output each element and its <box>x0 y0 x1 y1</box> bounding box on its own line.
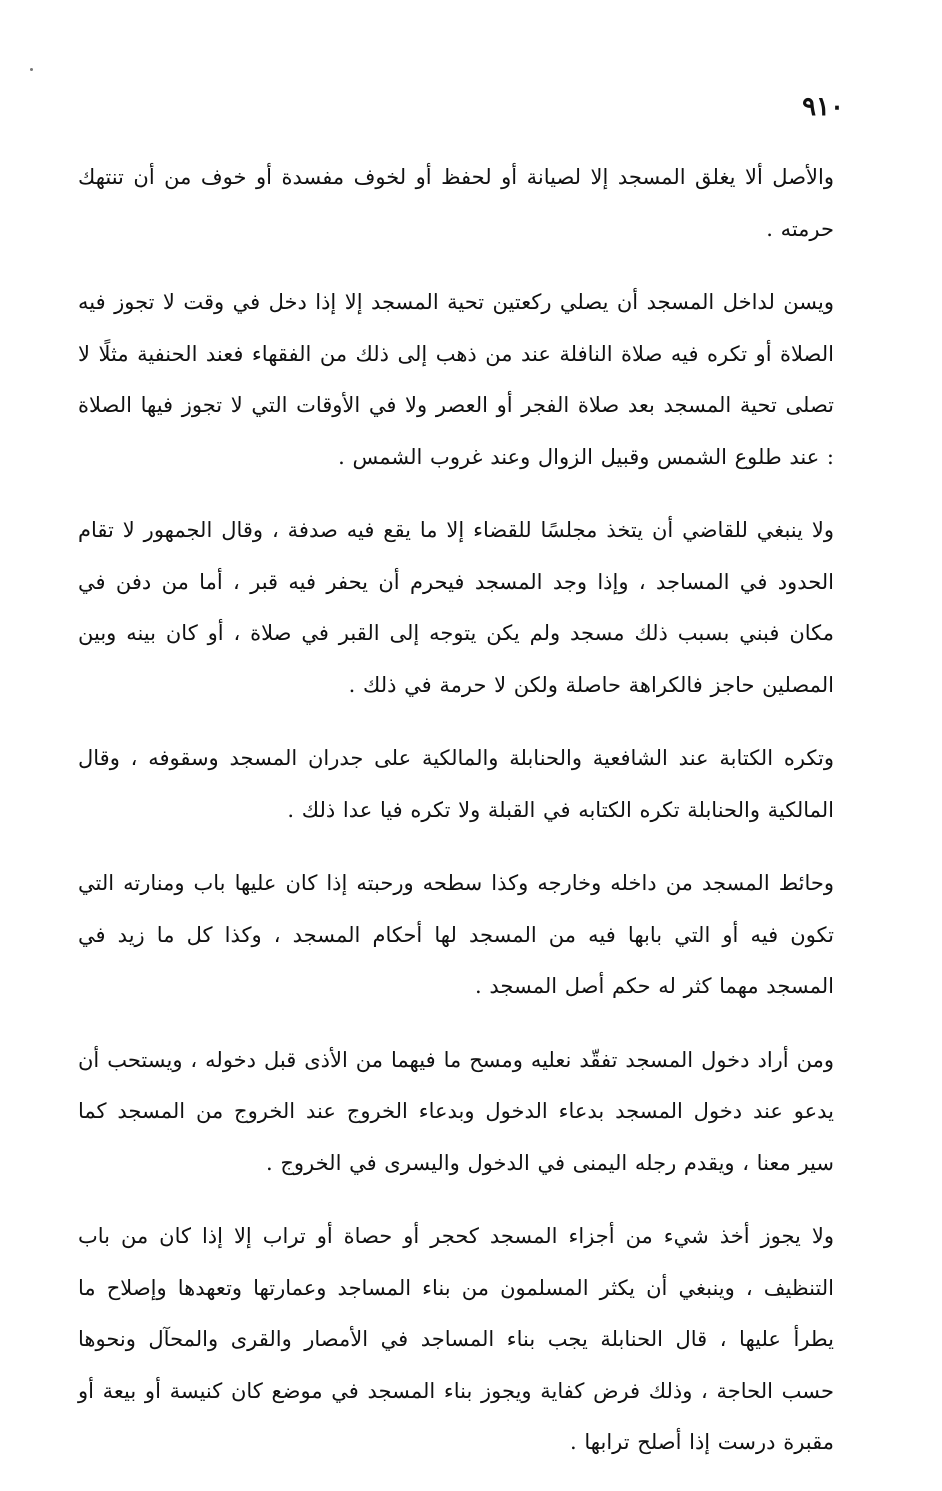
scan-speck <box>30 68 33 71</box>
paragraph-entering-mosque: ومن أراد دخول المسجد تفقّد نعليه ومسح ما فيهما من الأذى قبل دخوله ، ويستحب أن يدعو عند دخول المسجد بدعاء الدخول وبدعاء الخروج عند الخروج من المسجد كما سير معنا ، ويقدم رجله اليمنى في الدخول واليسرى في الخروج . <box>78 1047 834 1175</box>
paragraph-walls-and-roof: وحائط المسجد من داخله وخارجه وكذا سطحه ورحبته إذا كان عليها باب ومنارته التي تكون فيه أو التي بابها فيه من المسجد لها أحكام المسجد ، وكذا كل ما زيد في المسجد مهما كثر له حكم أصل المسجد . <box>78 871 834 998</box>
paragraph-building-mosques: ولا يجوز أخذ شيء من أجزاء المسجد كحجر أو حصاة أو تراب إلا إذا كان من باب التنظيف ، وينبغي أن يكثر المسلمون من بناء المساجد وعمارتها وتعهدها وإصلاح ما يطرأ عليها ، قال الحنابلة يجب بناء المساجد في الأمصار والقرى والمحآل ونحوها حسب الحاجة ، وذلك فرض كفاية ويجوز بناء المسجد في موضع كان كنيسة أو بيعة أو مقبرة درست إذا أصلح ترابها . <box>78 1224 834 1454</box>
page-number: ٩١٠ <box>802 92 844 122</box>
paragraph-writing-on-walls: وتكره الكتابة عند الشافعية والحنابلة والمالكية على جدران المسجد وسقوفه ، وقال المالكية والحنابلة تكره الكتابه في القبلة ولا تكره فيا عدا ذلك . <box>78 746 834 822</box>
paragraph-tahiyyat-al-masjid: ويسن لداخل المسجد أن يصلي ركعتين تحية المسجد إلا إذا دخل في وقت لا تجوز فيه الصلاة أو تكره فيه صلاة النافلة عند من ذهب إلى ذلك من الفقهاء فعند الحنفية مثلًا لا تصلى تحية المسجد بعد صلاة الفجر أو العصر ولا في الأوقات التي لا تجوز فيها الصلاة : عند طلوع الشمس وقبيل الزوال وعند غروب الشمس . <box>78 290 834 469</box>
paragraph-judging-and-burial: ولا ينبغي للقاضي أن يتخذ مجلسًا للقضاء إلا ما يقع فيه صدفة ، وقال الجمهور لا تقام الحدود في المساجد ، وإذا وجد المسجد فيحرم أن يحفر فيه قبر ، أما من دفن في مكان فبني بسبب ذلك مسجد ولم يكن يتوجه إلى القبر في صلاة ، أو كان بينه وبين المصلين حاجز فالكراهة حاصلة ولكن لا حرمة في ذلك . <box>78 518 834 697</box>
paragraph-closing-mosque: والأصل ألا يغلق المسجد إلا لصيانة أو لحفظ أو لخوف مفسدة أو خوف من أن تنتهك حرمته . <box>78 165 834 241</box>
page-body <box>78 152 834 1491</box>
